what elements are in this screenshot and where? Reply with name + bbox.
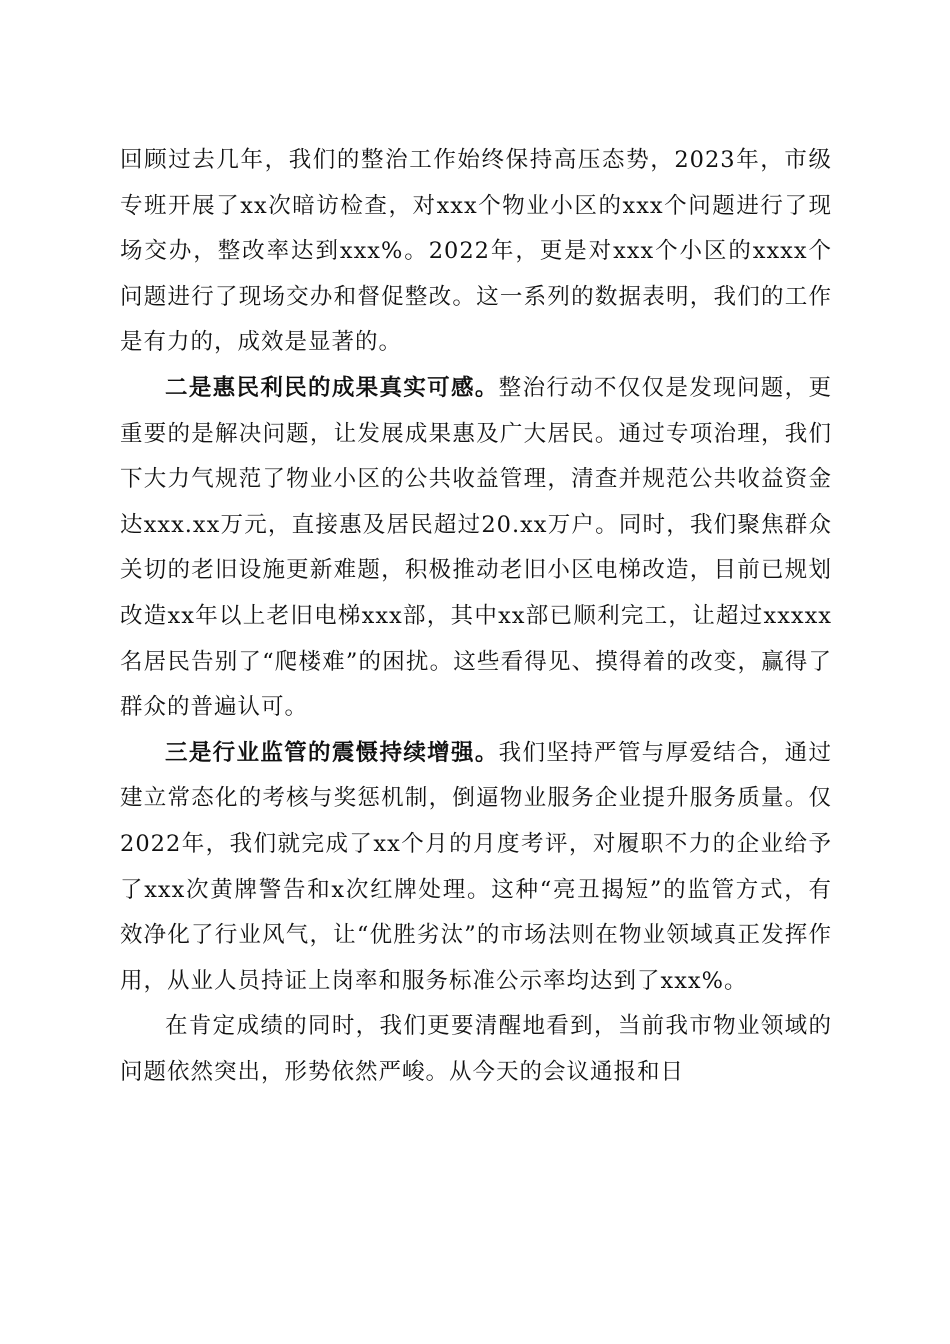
paragraph-3-heading: 三是行业监管的震慑持续增强。 (165, 739, 499, 766)
paragraph-2-text: 整治行动不仅仅是发现问题，更重要的是解决问题，让发展成果惠及广大居民。通过专项治理，我们下大力气规范了物业小区的公共收益管理，清查并规范公共收益资金达xxx.xx万元，直接惠及居民超过20.xx万户。同时，我们聚焦群众关切的老旧设施更新难题，积极推动老旧小区电梯改造，目前已规划改造xx年以上老旧电梯xxx部，其中xx部已顺利完工，让超过xxxxx名居民告别了“爬楼难”的困扰。这些看得见、摸得着的改变，赢得了群众的普遍认可。 (120, 374, 832, 721)
paragraph-1 (120, 138, 832, 366)
document-page (120, 138, 832, 1095)
paragraph-3-text: 我们坚持严管与厚爱结合，通过建立常态化的考核与奖惩机制，倒逼物业服务企业提升服务质量。仅2022年，我们就完成了xx个月的月度考评，对履职不力的企业给予了xxx次黄牌警告和x次红牌处理。这种“亮丑揭短”的监管方式，有效净化了行业风气，让“优胜劣汰”的市场法则在物业领域真正发挥作用，从业人员持证上岗率和服务标准公示率均达到了xxx%。 (120, 739, 832, 994)
paragraph-4-text: 在肯定成绩的同时，我们更要清醒地看到，当前我市物业领域的问题依然突出，形势依然严峻。从今天的会议通报和日 (120, 1013, 832, 1085)
paragraph-4 (120, 1004, 832, 1095)
paragraph-2 (120, 366, 832, 731)
paragraph-1-text: 回顾过去几年，我们的整治工作始终保持高压态势，2023年，市级专班开展了xx次暗访检查，对xxx个物业小区的xxx个问题进行了现场交办，整改率达到xxx%。2022年，更是对xxx个小区的xxxx个问题进行了现场交办和督促整改。这一系列的数据表明，我们的工作是有力的，成效是显著的。 (120, 147, 832, 356)
paragraph-2-heading: 二是惠民利民的成果真实可感。 (165, 374, 499, 401)
paragraph-3 (120, 731, 832, 1005)
